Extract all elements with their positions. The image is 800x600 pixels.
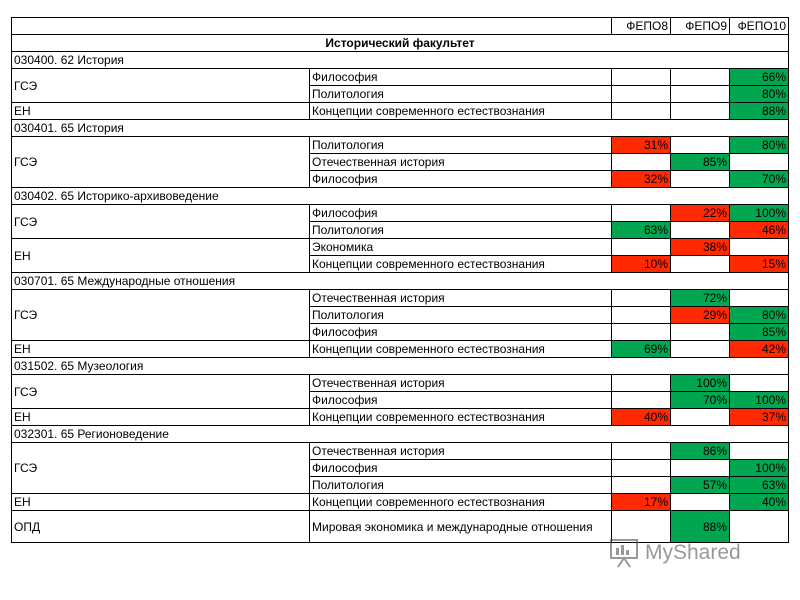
discipline-cell: Отечественная история <box>310 443 612 460</box>
header-fepo9: ФЕПО9 <box>671 18 730 35</box>
score-cell-f8 <box>612 69 671 86</box>
score-cell-f8 <box>612 239 671 256</box>
faculty-title: Исторический факультет <box>12 35 789 52</box>
discipline-row <box>12 137 789 154</box>
results-table-body <box>12 18 789 543</box>
score-cell-f9 <box>671 494 730 511</box>
score-cell-f9 <box>671 341 730 358</box>
score-cell-f10: 80% <box>730 137 789 154</box>
discipline-cell: Экономика <box>310 239 612 256</box>
score-cell-f10: 88% <box>730 103 789 120</box>
discipline-cell: Отечественная история <box>310 290 612 307</box>
score-cell-f8: 10% <box>612 256 671 273</box>
specialty-title: 030701. 65 Международные отношения <box>12 273 789 290</box>
group-cell: ГСЭ <box>12 443 310 494</box>
score-cell-f9 <box>671 171 730 188</box>
specialty-title: 030401. 65 История <box>12 120 789 137</box>
discipline-cell: Философия <box>310 205 612 222</box>
score-cell-f10 <box>730 154 789 171</box>
discipline-cell: Политология <box>310 477 612 494</box>
discipline-cell: Концепции современного естествознания <box>310 103 612 120</box>
score-cell-f10: 100% <box>730 205 789 222</box>
specialty-title: 032301. 65 Регионоведение <box>12 426 789 443</box>
discipline-cell: Политология <box>310 86 612 103</box>
specialty-row <box>12 273 789 290</box>
group-cell: ЕН <box>12 239 310 273</box>
discipline-row <box>12 341 789 358</box>
score-cell-f8 <box>612 290 671 307</box>
discipline-cell: Политология <box>310 137 612 154</box>
score-cell-f8 <box>612 103 671 120</box>
score-cell-f8: 17% <box>612 494 671 511</box>
score-cell-f8: 63% <box>612 222 671 239</box>
discipline-cell: Концепции современного естествознания <box>310 409 612 426</box>
discipline-cell: Политология <box>310 222 612 239</box>
discipline-cell: Философия <box>310 69 612 86</box>
header-fepo8: ФЕПО8 <box>612 18 671 35</box>
discipline-row <box>12 239 789 256</box>
score-cell-f9 <box>671 222 730 239</box>
score-cell-f8 <box>612 375 671 392</box>
score-cell-f9: 100% <box>671 375 730 392</box>
score-cell-f10: 100% <box>730 392 789 409</box>
score-cell-f10 <box>730 443 789 460</box>
discipline-cell: Политология <box>310 307 612 324</box>
score-cell-f10: 70% <box>730 171 789 188</box>
score-cell-f8 <box>612 443 671 460</box>
discipline-row <box>12 103 789 120</box>
score-cell-f9: 72% <box>671 290 730 307</box>
score-cell-f9: 88% <box>671 511 730 543</box>
discipline-row <box>12 290 789 307</box>
watermark-text: MyShared <box>645 541 741 564</box>
score-cell-f10 <box>730 239 789 256</box>
score-cell-f10: 66% <box>730 69 789 86</box>
group-cell: ГСЭ <box>12 205 310 239</box>
discipline-cell: Мировая экономика и международные отношения <box>310 511 612 543</box>
score-cell-f9: 86% <box>671 443 730 460</box>
presentation-board-icon <box>607 538 641 568</box>
specialty-row <box>12 120 789 137</box>
group-cell: ЕН <box>12 341 310 358</box>
specialty-title: 030400. 62 История <box>12 52 789 69</box>
group-cell: ГСЭ <box>12 69 310 103</box>
score-cell-f9: 22% <box>671 205 730 222</box>
score-cell-f9: 29% <box>671 307 730 324</box>
score-cell-f9 <box>671 409 730 426</box>
score-cell-f8 <box>612 477 671 494</box>
score-cell-f10: 85% <box>730 324 789 341</box>
score-cell-f9: 57% <box>671 477 730 494</box>
group-cell: ГСЭ <box>12 137 310 188</box>
group-cell: ГСЭ <box>12 290 310 341</box>
score-cell-f10: 63% <box>730 477 789 494</box>
score-cell-f10: 37% <box>730 409 789 426</box>
discipline-cell: Философия <box>310 460 612 477</box>
score-cell-f9 <box>671 103 730 120</box>
score-cell-f8 <box>612 86 671 103</box>
discipline-cell: Концепции современного естествознания <box>310 341 612 358</box>
group-cell: ГСЭ <box>12 375 310 409</box>
score-cell-f10: 42% <box>730 341 789 358</box>
discipline-row <box>12 69 789 86</box>
score-cell-f8: 40% <box>612 409 671 426</box>
score-cell-f8 <box>612 205 671 222</box>
discipline-row <box>12 205 789 222</box>
header-fepo10: ФЕПО10 <box>730 18 789 35</box>
group-cell: ОПД <box>12 511 310 543</box>
discipline-row <box>12 375 789 392</box>
discipline-cell: Философия <box>310 324 612 341</box>
score-cell-f10: 46% <box>730 222 789 239</box>
specialty-row <box>12 358 789 375</box>
discipline-cell: Философия <box>310 392 612 409</box>
score-cell-f10: 80% <box>730 86 789 103</box>
score-cell-f8 <box>612 460 671 477</box>
score-cell-f9 <box>671 69 730 86</box>
watermark <box>607 538 741 568</box>
score-cell-f9 <box>671 460 730 477</box>
score-cell-f9 <box>671 86 730 103</box>
score-cell-f10: 100% <box>730 460 789 477</box>
score-cell-f8 <box>612 154 671 171</box>
score-cell-f8 <box>612 307 671 324</box>
specialty-row <box>12 52 789 69</box>
group-cell: ЕН <box>12 409 310 426</box>
score-cell-f8: 31% <box>612 137 671 154</box>
specialty-title: 031502. 65 Музеология <box>12 358 789 375</box>
score-cell-f10 <box>730 375 789 392</box>
header-blank-cell <box>12 18 612 35</box>
score-cell-f10: 40% <box>730 494 789 511</box>
specialty-row <box>12 426 789 443</box>
group-cell: ЕН <box>12 103 310 120</box>
discipline-cell: Концепции современного естествознания <box>310 256 612 273</box>
discipline-row <box>12 409 789 426</box>
score-cell-f9 <box>671 256 730 273</box>
discipline-cell: Отечественная история <box>310 375 612 392</box>
score-cell-f8 <box>612 392 671 409</box>
group-cell: ЕН <box>12 494 310 511</box>
score-cell-f8 <box>612 324 671 341</box>
score-cell-f10: 80% <box>730 307 789 324</box>
specialty-title: 030402. 65 Историко-архивоведение <box>12 188 789 205</box>
discipline-row <box>12 494 789 511</box>
score-cell-f10 <box>730 290 789 307</box>
specialty-row <box>12 188 789 205</box>
score-cell-f9 <box>671 137 730 154</box>
discipline-cell: Концепции современного естествознания <box>310 494 612 511</box>
score-cell-f9: 70% <box>671 392 730 409</box>
score-cell-f9: 38% <box>671 239 730 256</box>
score-cell-f10: 15% <box>730 256 789 273</box>
faculty-row <box>12 35 789 52</box>
score-cell-f8: 69% <box>612 341 671 358</box>
discipline-row <box>12 443 789 460</box>
score-cell-f9: 85% <box>671 154 730 171</box>
discipline-cell: Философия <box>310 171 612 188</box>
score-cell-f8: 32% <box>612 171 671 188</box>
discipline-cell: Отечественная история <box>310 154 612 171</box>
score-cell-f9 <box>671 324 730 341</box>
results-table <box>11 17 789 543</box>
header-row <box>12 18 789 35</box>
